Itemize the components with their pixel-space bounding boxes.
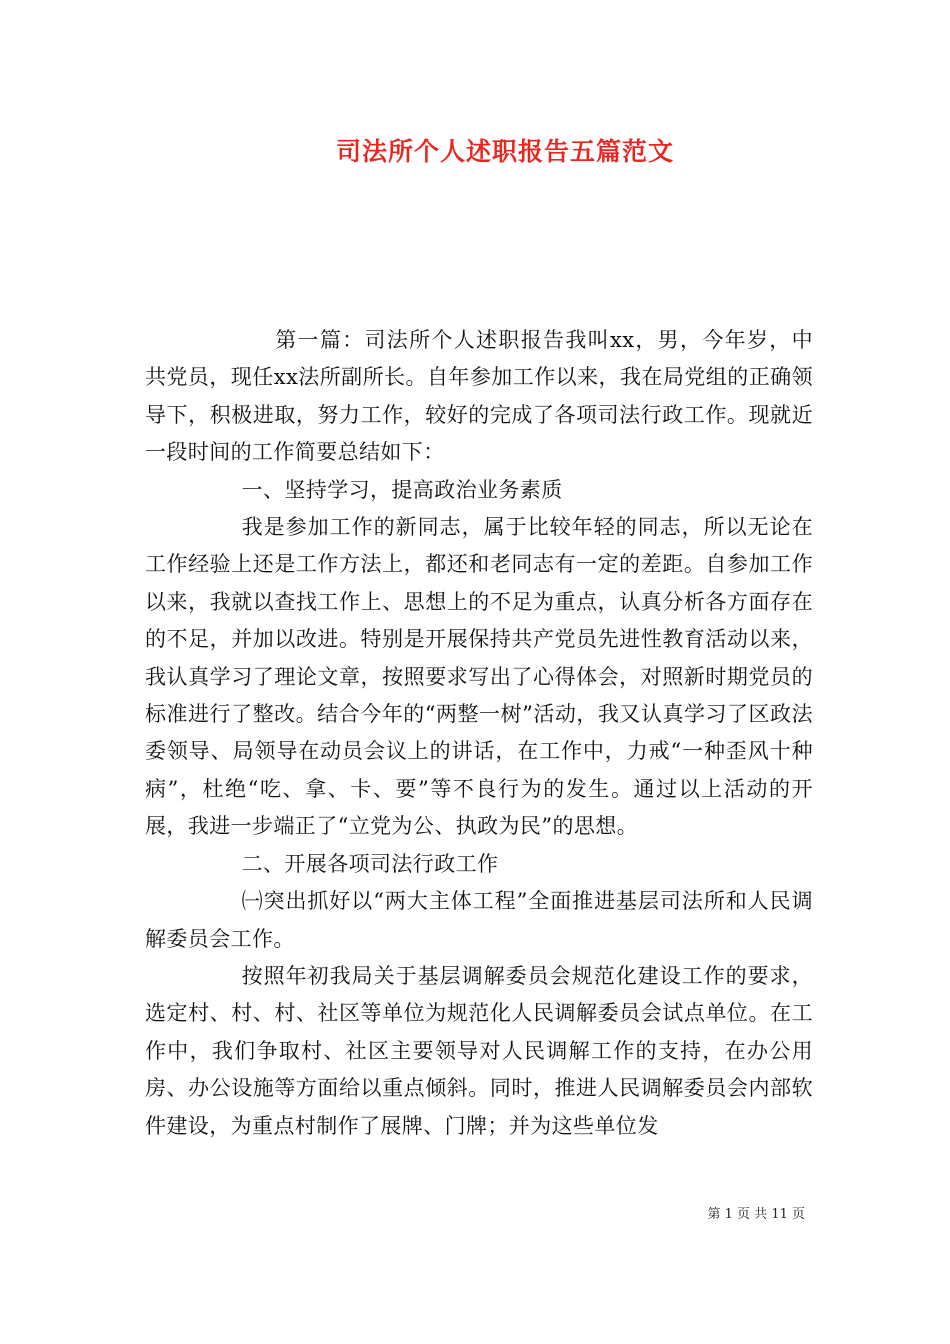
document-title: 司法所个人述职报告五篇范文 xyxy=(335,137,674,166)
page-footer: 第 1 页 共 11 页 xyxy=(707,1207,805,1222)
paragraph-mediation: 按照年初我局关于基层调解委员会规范化建设工作的要求，选定村、村、村、社区等单位为规范化人民调解委员会试点单位。在工作中，我们争取村、社区主要领导对人民调解工作的支持，在办公用房、办公设施等方面给以重点倾斜。同时，推进人民调解委员会内部软件建设，为重点村制作了展牌、门牌；并为这些单位发 xyxy=(145,963,813,1138)
section-heading-2: 二、开展各项司法行政工作 xyxy=(241,851,499,876)
paragraph-study: 我是参加工作的新同志，属于比较年轻的同志，所以无论在工作经验上还是工作方法上，都还和老同志有一定的差距。自参加工作以来，我就以查找工作上、思想上的不足为重点，认真分析各方面存在的不足，并加以改进。特别是开展保持共产党员先进性教育活动以来，我认真学习了理论文章，按照要求写出了心得体会，对照新时期党员的标准进行了整改。结合今年的“两整一树”活动，我又认真学习了区政法委领导、局领导在动员会议上的讲话，在工作中，力戒“一种歪风十种病”，杜绝“吃、拿、卡、要”等不良行为的发生。通过以上活动的开展，我进一步端正了“立党为公、执政为民”的思想。 xyxy=(145,515,813,839)
document-body xyxy=(145,322,813,1145)
subsection-heading-1: ㈠突出抓好以“两大主体工程”全面推进基层司法所和人民调解委员会工作。 xyxy=(145,889,813,951)
paragraph-intro: 第一篇：司法所个人述职报告我叫xx，男，今年岁，中共党员，现任xx法所副所长。自年参加工作以来，我在局党组的正确领导下，积极进取，努力工作，较好的完成了各项司法行政工作。现就近一段时间的工作简要总结如下： xyxy=(145,328,813,465)
section-heading-1: 一、坚持学习，提高政治业务素质 xyxy=(241,477,563,502)
